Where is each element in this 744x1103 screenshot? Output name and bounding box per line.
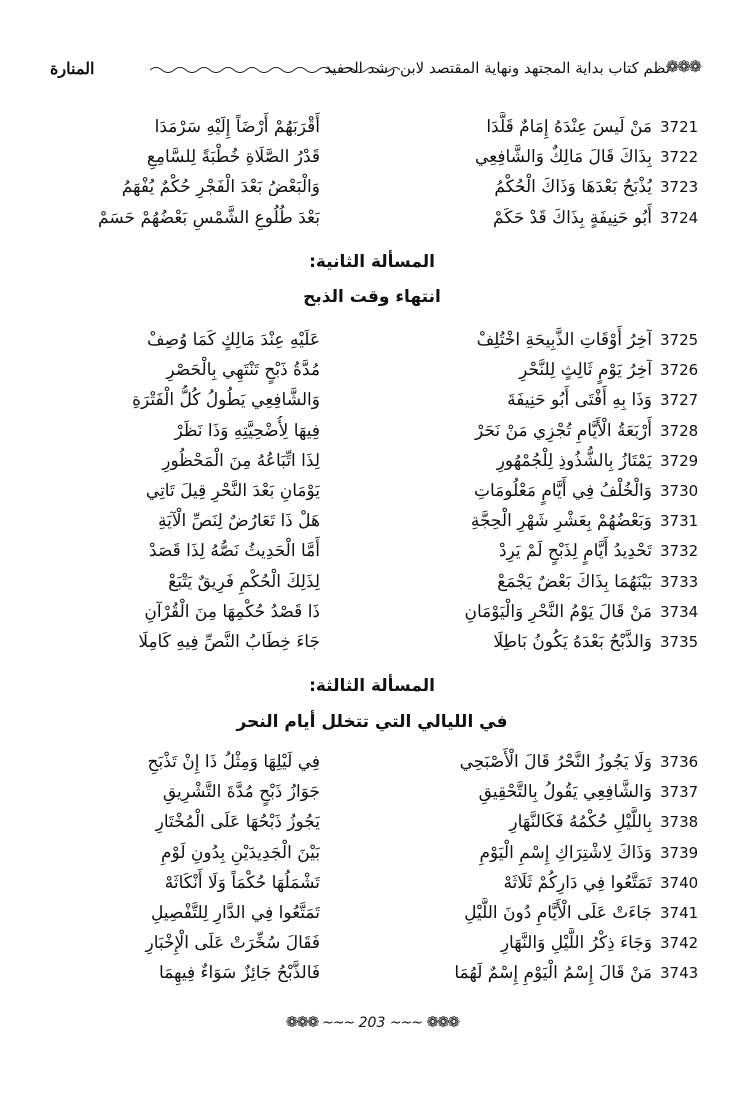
verse-row xyxy=(20,747,710,777)
verse-second-hemistich: تَمَتَّعُوا فِي الدَّارِ لِلتَّفْصِيلِ xyxy=(151,903,320,923)
verse-second-hemistich: فَقَالَ سُخِّرَتْ عَلَى الْإِخْبَارِ xyxy=(145,933,320,954)
verse-row xyxy=(20,476,710,506)
verse-number: 3737 xyxy=(660,783,699,802)
verse-row xyxy=(20,112,710,142)
verse-number: 3724 xyxy=(660,208,699,227)
verse-number: 3735 xyxy=(660,633,699,651)
verse-second-hemistich: أَمَّا الْحَدِيثُ نَصُّهُ لِذَا قَصَدْ xyxy=(148,541,320,562)
verse-first-hemistich: آخِرُ يَوْمٍ ثَالِثٍ لِلنَّحْرِ xyxy=(519,360,652,381)
verse-first-hemistich: تَحْدِيدُ أَيَّامٍ لِذَبْحٍ لَمْ يَرِدْ xyxy=(498,541,652,562)
verse-first-hemistich: مَنْ قَالَ يَوْمُ النَّحْرِ وَالْيَوْمَانِ xyxy=(464,601,652,622)
verse-first-hemistich: مَنْ قَالَ إِسْمُ الْيَوْمِ إِسْمٌ لَهُمَا xyxy=(454,963,652,984)
verse-second-hemistich: بَيْنَ الْجَدِيدَيْنِ بِدُونِ لَوْمِ xyxy=(161,842,320,863)
running-head-left: المنارة xyxy=(50,59,95,78)
page-footer xyxy=(0,1013,744,1031)
section-heading: المسألة الثانية: xyxy=(309,252,435,272)
verse-second-hemistich: هَلْ ذَا تَعَارُضٌ لِنَصِّ الْآيَةِ xyxy=(157,511,320,532)
verse-first-hemistich: وَبَعْضُهُمْ بِعَشْرِ شَهْرِ الْحِجَّةِ xyxy=(470,511,652,532)
verse-second-hemistich: فِيهَا لِأُضْحِيَّتِهِ وَذَا نَظَرْ xyxy=(174,420,320,441)
verse-first-hemistich: جَاءَتْ عَلَى الْأَيَّامِ دُونَ اللَّيْلِ xyxy=(464,903,652,923)
footer-dash-left: ~~~ xyxy=(321,1015,355,1031)
verse-number: 3722 xyxy=(660,148,699,167)
verse-row xyxy=(20,928,710,958)
verse-row xyxy=(20,777,710,807)
verse-row xyxy=(20,898,710,928)
verse-row xyxy=(20,958,710,988)
verse-first-hemistich: وَذَاكَ لِاشْتِرَاكِ إِسْمِ الْيَوْمِ xyxy=(479,842,652,863)
verse-row xyxy=(20,446,710,476)
verse-first-hemistich: وَالْخُلْفُ فِي أَيَّامٍ مَعْلُومَاتِ xyxy=(474,481,652,501)
verse-row xyxy=(20,807,710,837)
flower-ornament-icon: ❁❁❁ xyxy=(665,57,700,76)
verse-second-hemistich: يَجُوزُ ذَبْحُهَا عَلَى الْمُخْتَارِ xyxy=(155,812,320,833)
verse-first-hemistich: يَمْتَازُ بِالشُّذُوذِ لِلْجُمْهُورِ xyxy=(496,450,652,471)
verse-number: 3743 xyxy=(660,964,699,983)
page-header xyxy=(50,55,700,85)
verse-first-hemistich: تَمَتَّعُوا فِي دَارِكُمْ ثَلَاثَهْ xyxy=(503,872,652,893)
verse-row xyxy=(20,567,710,597)
verse-second-hemistich: عَلَيْهِ عِنْدَ مَالِكٍ كَمَا وُصِفْ xyxy=(147,330,320,350)
verse-second-hemistich: تَشْمَلُهَا حُكْمَاً وَلَا أَنْكَاثَهْ xyxy=(164,872,320,893)
verse-number: 3730 xyxy=(660,482,699,500)
verse-number: 3738 xyxy=(660,813,699,832)
verse-second-hemistich: لِذَلِكَ الْحُكْمِ فَرِيقٌ يَتْبَعْ xyxy=(168,571,320,592)
verse-number: 3729 xyxy=(660,451,699,470)
verse-number: 3741 xyxy=(660,904,699,922)
verse-number: 3728 xyxy=(660,421,699,440)
verse-second-hemistich: جَاءَ خِطَابُ النَّصِّ فِيهِ كَامِلَا xyxy=(138,632,320,652)
verse-second-hemistich: ذَا قَصْدُ حُكْمِهَا مِنَ الْقُرْآنِ xyxy=(144,601,320,622)
verse-first-hemistich: وَالشَّافِعِي يَقُولُ بِالتَّحْقِيقِ xyxy=(478,782,652,803)
verse-first-hemistich: أَبُو حَنِيفَةٍ بِذَاكَ قَدْ حَكَمْ xyxy=(493,207,652,228)
verse-row xyxy=(20,385,710,415)
verse-row xyxy=(20,597,710,627)
verse-second-hemistich: أَقْرَبَهُمْ أَرْضَاً إِلَيْهِ سَرْمَدَا xyxy=(154,117,320,137)
verse-first-hemistich: يُذْبَحُ بَعْدَهَا وَذَاكَ الْحُكْمُ xyxy=(494,177,652,198)
verse-second-hemistich: بَعْدَ طُلُوعِ الشَّمْسِ بَعْضُهُمْ حَسَمْ xyxy=(98,207,320,228)
verse-number: 3731 xyxy=(660,512,699,531)
verse-first-hemistich: آخِرُ أَوْقَاتِ الذَّبِيحَةِ اخْتُلِفْ xyxy=(476,330,652,350)
verse-second-hemistich: فَالذَّبْحُ جَائِزٌ سَوَاءٌ فِيهِمَا xyxy=(159,963,320,984)
verse-number: 3740 xyxy=(660,873,699,892)
verse-number: 3721 xyxy=(660,118,699,136)
verse-first-hemistich: وَذَا بِهِ أَفْتَى أَبُو حَنِيفَةَ xyxy=(507,390,652,411)
verse-second-hemistich: يَوْمَانِ بَعْدَ النَّحْرِ قِيلَ تَاتِي xyxy=(145,481,320,501)
verse-second-hemistich: وَالشَّافِعِي يَطُولُ كُلُّ الْفَتْرَةِ xyxy=(132,390,320,411)
verse-number: 3734 xyxy=(660,602,699,621)
verse-number: 3726 xyxy=(660,361,699,380)
section-heading: المسألة الثالثة: xyxy=(309,676,435,696)
verse-first-hemistich: بِاللَّيْلِ حُكْمُهُ فَكَالنَّهَارِ xyxy=(509,812,652,833)
verse-row xyxy=(20,416,710,446)
verse-row xyxy=(20,142,710,172)
flower-ornament-icon: ❁❁❁ xyxy=(426,1013,459,1031)
verse-first-hemistich: بَيْنَهُمَا بِذَاكَ بَعْضٌ يَجْمَعْ xyxy=(497,571,652,592)
verse-second-hemistich: لِذَا اتِّبَاعُهُ مِنَ الْمَحْظُورِ xyxy=(162,450,320,471)
flower-ornament-icon: ❁❁❁ xyxy=(285,1013,318,1031)
verse-row xyxy=(20,506,710,536)
verse-second-hemistich: جَوَازُ ذَبْحٍ مُدَّةَ التَّشْرِيقِ xyxy=(162,782,320,803)
page-number: 203 xyxy=(358,1015,386,1031)
verse-row xyxy=(20,627,710,657)
verse-second-hemistich: وَالْبَعْضُ بَعْدَ الْفَجْرِ حُكْمٌ يُفْهَمُ xyxy=(121,177,320,198)
verse-row xyxy=(20,203,710,233)
verse-first-hemistich: مَنْ لَيسَ عِنْدَهُ إِمَامٌ قَلَّدَا xyxy=(486,117,652,137)
verse-first-hemistich: وَجَاءَ ذِكْرُ اللَّيْلِ وَالنَّهَارِ xyxy=(500,933,652,954)
verse-number: 3727 xyxy=(660,391,699,410)
verse-number: 3739 xyxy=(660,843,699,862)
verse-number: 3723 xyxy=(660,178,699,197)
verse-second-hemistich: قَدْرُ الصَّلَاةِ خُطْبَةً لِلسَّامِعِ xyxy=(146,147,320,168)
verse-number: 3725 xyxy=(660,331,699,349)
verse-row xyxy=(20,172,710,202)
verse-row xyxy=(20,536,710,566)
section-subheading: في الليالي التي تتخلل أيام النحر xyxy=(236,712,508,732)
verse-first-hemistich: أَرْبَعَةُ الْأَيَّامِ تُجْزِي مَنْ نَحَرْ xyxy=(475,420,652,441)
footer-dash-right: ~~~ xyxy=(389,1015,423,1031)
verse-row xyxy=(20,325,710,355)
verse-first-hemistich: وَلَا يَجُوزُ النَّحْرُ قَالَ الْأَصْبَحِي xyxy=(459,752,652,772)
verse-number: 3742 xyxy=(660,934,699,953)
verse-number: 3732 xyxy=(660,542,699,561)
section-subheading: انتهاء وقت الذبح xyxy=(303,287,441,307)
verse-second-hemistich: فِي لَيْلِهَا وَمِثْلُ ذَا إِنْ تَذْبَحِ xyxy=(147,752,320,772)
verse-second-hemistich: مُدَّةُ ذَبْحٍ تَنْتَهِي بِالْحَصْرِ xyxy=(166,360,320,381)
verse-first-hemistich: وَالذَّبْحُ بَعْدَهُ يَكُونُ بَاطِلَا xyxy=(493,632,652,652)
verse-number: 3733 xyxy=(660,572,699,591)
verse-first-hemistich: بِذَاكَ قَالَ مَالِكٌ وَالشَّافِعِي xyxy=(474,147,652,168)
verse-row xyxy=(20,355,710,385)
verse-row xyxy=(20,838,710,868)
verse-row xyxy=(20,868,710,898)
running-head-right: نظم كتاب بداية المجتهد ونهاية المقتصد لابن رشد الحفيد xyxy=(324,59,670,77)
verse-number: 3736 xyxy=(660,753,699,771)
